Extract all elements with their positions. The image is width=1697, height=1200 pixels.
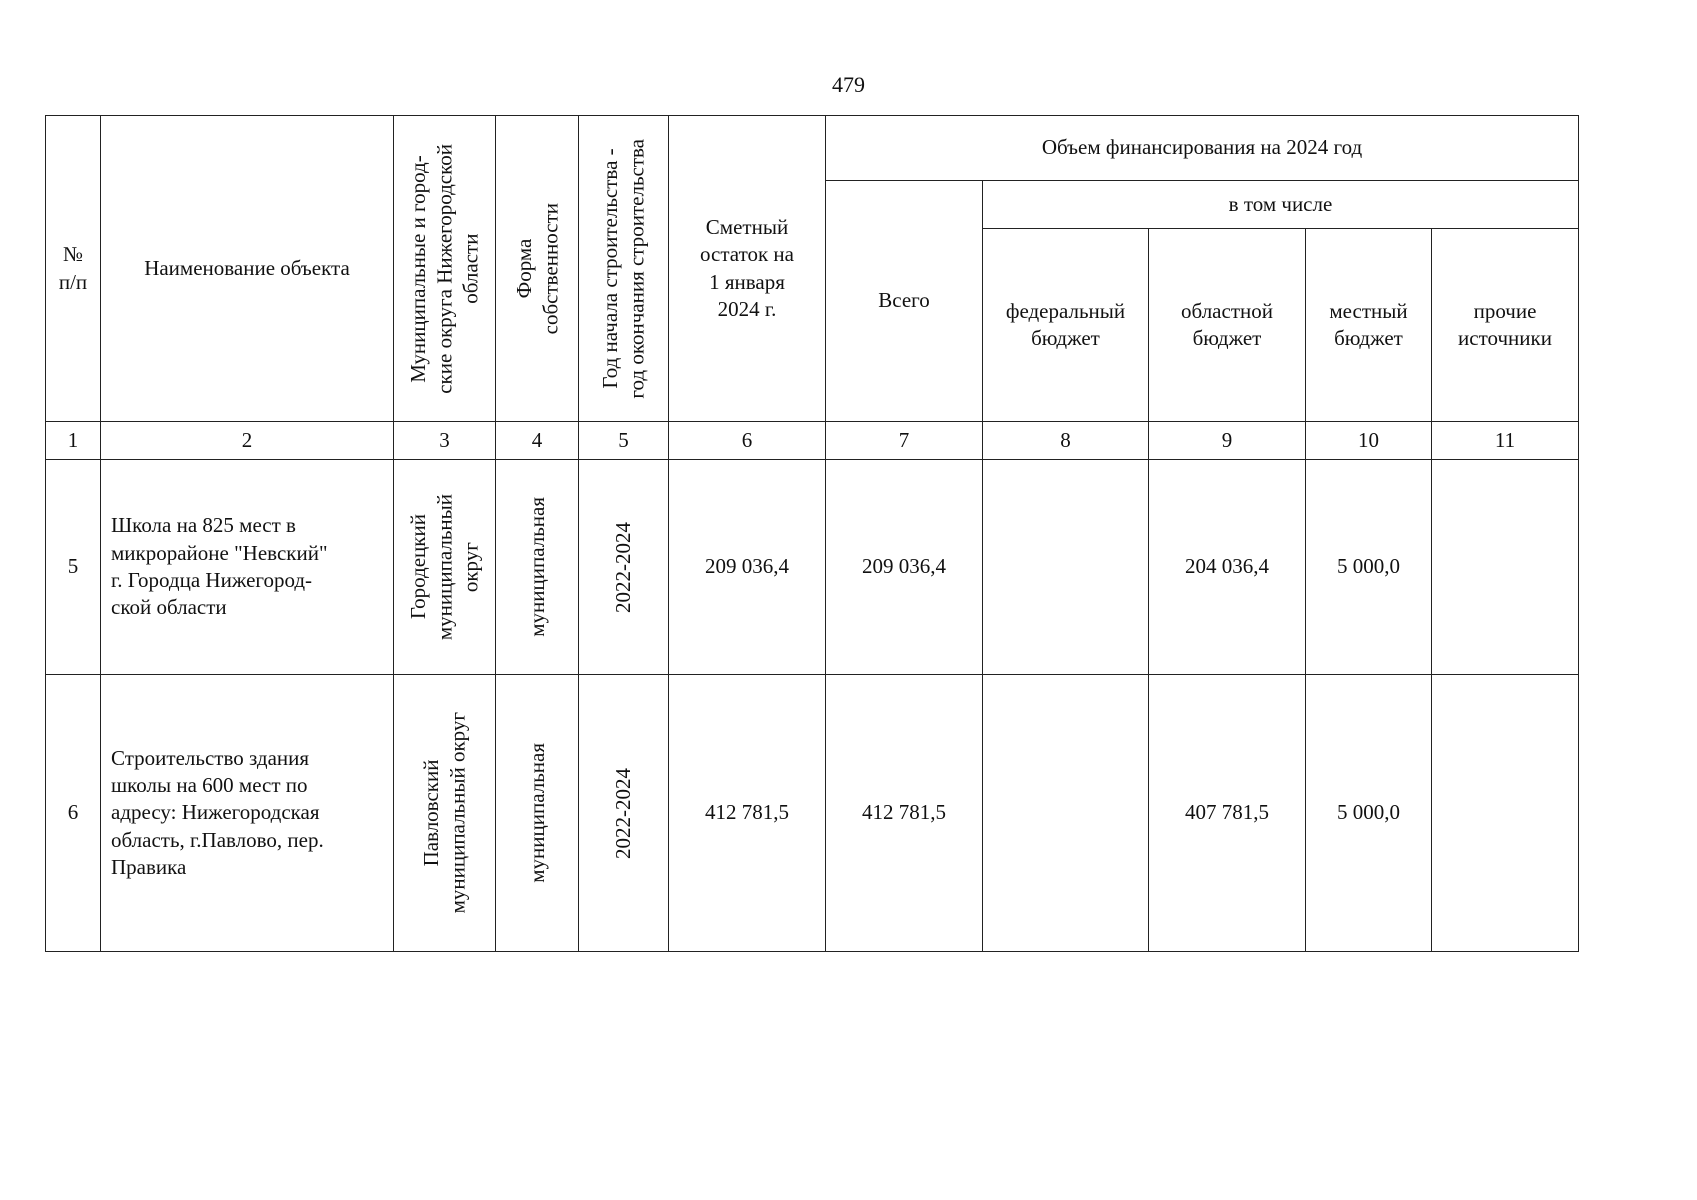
- header-years-cell: [579, 116, 669, 422]
- header-ownership: Форма собственности: [511, 202, 562, 335]
- row-ownership: муниципальная: [524, 743, 549, 883]
- header-federal: федеральный бюджет: [983, 229, 1149, 422]
- row-local: 5 000,0: [1306, 675, 1432, 952]
- row-municipality: Павловский муниципальный округ: [419, 712, 470, 914]
- row-municipality: Городецкий муниципальный округ: [406, 493, 483, 641]
- header-remainder: Сметный остаток на 1 января 2024 г.: [669, 116, 826, 422]
- row-remainder: 412 781,5: [669, 675, 826, 952]
- row-name: Школа на 825 мест в микрорайоне "Невский" г. Городца Нижегород- ской области: [101, 460, 394, 675]
- row-federal: [983, 460, 1149, 675]
- table-row: [46, 460, 1579, 675]
- row-total: 412 781,5: [826, 675, 983, 952]
- row-num: 5: [46, 460, 101, 675]
- row-municipality-cell: [394, 460, 496, 675]
- header-name: Наименование объекта: [101, 116, 394, 422]
- header-row-1: [46, 116, 1579, 181]
- column-number: 10: [1306, 422, 1432, 460]
- header-other: прочие источники: [1432, 229, 1579, 422]
- column-number: 7: [826, 422, 983, 460]
- column-number: 4: [496, 422, 579, 460]
- row-years-cell: [579, 675, 669, 952]
- column-number: 8: [983, 422, 1149, 460]
- header-total: Всего: [826, 181, 983, 422]
- row-years-cell: [579, 460, 669, 675]
- row-total: 209 036,4: [826, 460, 983, 675]
- row-other: [1432, 675, 1579, 952]
- row-years: 2022-2024: [611, 767, 636, 859]
- column-number: 6: [669, 422, 826, 460]
- column-number: 5: [579, 422, 669, 460]
- header-regional: областной бюджет: [1149, 229, 1306, 422]
- funding-table: [45, 115, 1579, 952]
- row-num: 6: [46, 675, 101, 952]
- row-regional: 407 781,5: [1149, 675, 1306, 952]
- row-ownership-cell: [496, 460, 579, 675]
- header-local: местный бюджет: [1306, 229, 1432, 422]
- page-number: 479: [832, 72, 865, 97]
- header-municipality: Муниципальные и город- ские округа Нижегородской области: [406, 143, 483, 394]
- row-ownership-cell: [496, 675, 579, 952]
- row-other: [1432, 460, 1579, 675]
- header-including: в том числе: [983, 181, 1579, 229]
- header-num: № п/п: [46, 116, 101, 422]
- row-local: 5 000,0: [1306, 460, 1432, 675]
- column-number: 2: [101, 422, 394, 460]
- row-federal: [983, 675, 1149, 952]
- header-years: Год начала строительства - год окончания строительства: [598, 138, 649, 399]
- header-funding-group: Объем финансирования на 2024 год: [826, 116, 1579, 181]
- table-row: [46, 675, 1579, 952]
- row-municipality-cell: [394, 675, 496, 952]
- column-number: 1: [46, 422, 101, 460]
- row-years: 2022-2024: [611, 521, 636, 613]
- header-municipality-cell: [394, 116, 496, 422]
- row-name: Строительство здания школы на 600 мест по адресу: Нижегородская область, г.Павлово, пер. Правика: [101, 675, 394, 952]
- row-ownership: муниципальная: [524, 497, 549, 637]
- column-number: 9: [1149, 422, 1306, 460]
- header-ownership-cell: [496, 116, 579, 422]
- column-number-row: [46, 422, 1579, 460]
- row-remainder: 209 036,4: [669, 460, 826, 675]
- column-number: 3: [394, 422, 496, 460]
- row-regional: 204 036,4: [1149, 460, 1306, 675]
- column-number: 11: [1432, 422, 1579, 460]
